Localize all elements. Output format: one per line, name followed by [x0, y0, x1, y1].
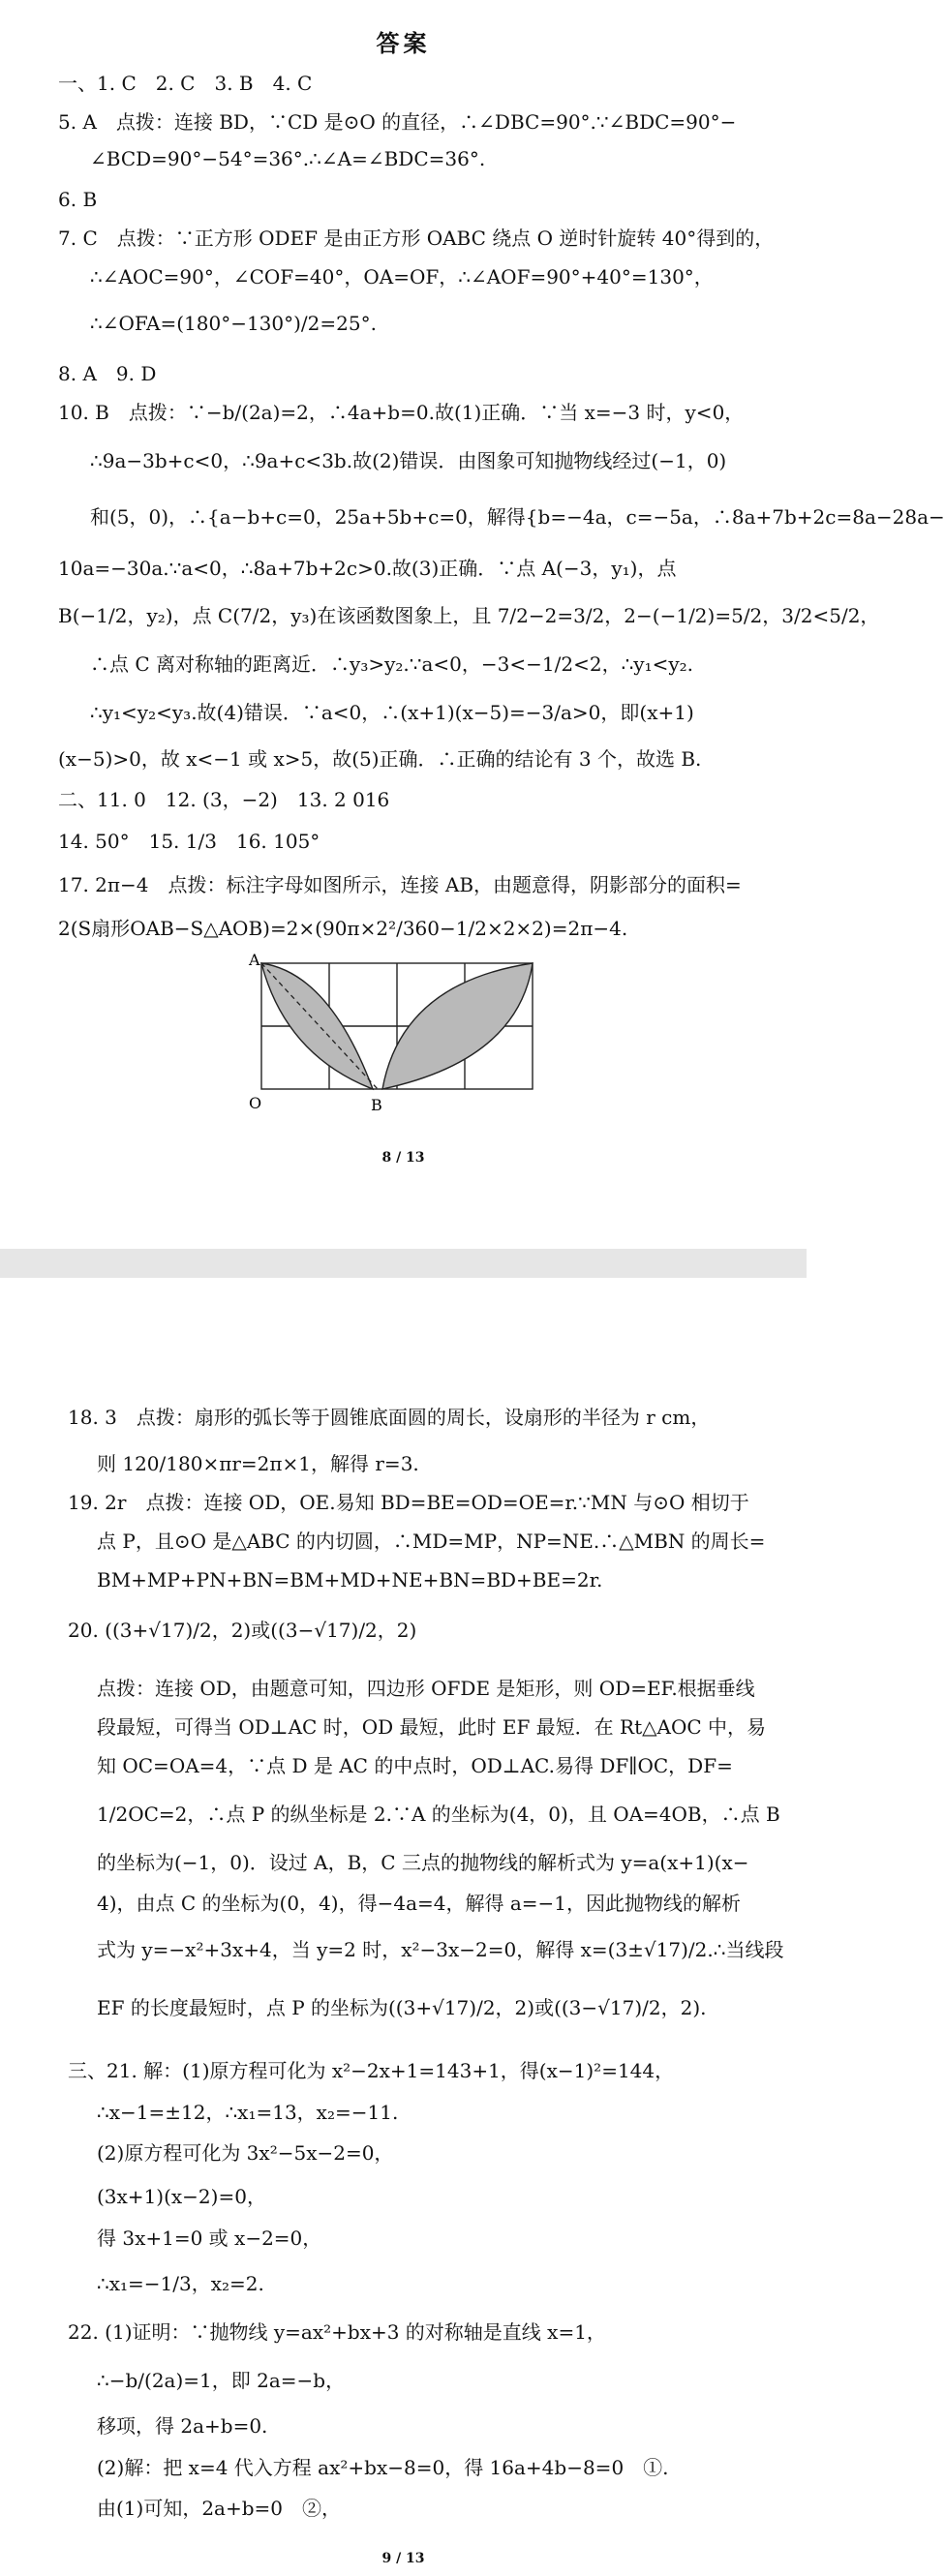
page-number: 8 / 13 [381, 1150, 425, 1166]
label-b: B [371, 1096, 382, 1114]
answer-line: EF 的长度最短时，点 P 的坐标为((3+√17)/2，2)或((3−√17)/2，2). [97, 1996, 707, 2019]
answer-line: 知 OC=OA=4，∵点 D 是 AC 的中点时，OD⊥AC.易得 DF∥OC，DF= [97, 1754, 733, 1777]
answer-line: ∴∠OFA=(180°−130°)/2=25°. [90, 312, 377, 335]
answer-line: 14. 50° 15. 1/3 16. 105° [58, 830, 320, 853]
answer-line: 7. C 点拨：∵正方形 ODEF 是由正方形 OABC 绕点 O 逆时针旋转 40°得到的， [58, 227, 775, 250]
answer-line: 1/2OC=2，∴点 P 的纵坐标是 2.∵A 的坐标为(4，0)，且 OA=4OB，∴点 B [97, 1803, 780, 1826]
answer-line: ∴x₁=−1/3，x₂=2. [97, 2272, 264, 2295]
answer-line: ∴y₁<y₂<y₃.故(4)错误．∵a<0，∴(x+1)(x−5)=−3/a>0，即(x+1) [90, 701, 694, 724]
answer-line: ∴x−1=±12，∴x₁=13，x₂=−11. [97, 2101, 399, 2124]
answer-line: 6. B [58, 188, 98, 211]
answer-line: ∴9a−3b+c<0，∴9a+c<3b.故(2)错误．由图象可知抛物线经过(−1，0) [90, 449, 727, 472]
page-number: 9 / 13 [381, 2551, 425, 2566]
answer-line: (3x+1)(x−2)=0， [97, 2185, 266, 2208]
answer-line: 17. 2π−4 点拨：标注字母如图所示，连接 AB，由题意得，阴影部分的面积= [58, 873, 742, 896]
answer-page-9 [0, 1278, 807, 2576]
answer-line: 点拨：连接 OD，由题意可知，四边形 OFDE 是矩形，则 OD=EF.根据垂线 [97, 1677, 755, 1700]
answer-line: ∴∠AOC=90°，∠COF=40°，OA=OF，∴∠AOF=90°+40°=130°， [90, 265, 714, 288]
answer-line: 段最短，可得当 OD⊥AC 时，OD 最短，此时 EF 最短．在 Rt△AOC 中，易 [97, 1715, 767, 1739]
answer-line: 二、11. 0 12. (3，−2) 13. 2 016 [58, 788, 390, 811]
answer-line: 8. A 9. D [58, 362, 157, 385]
answer-line: 4)，由点 C 的坐标为(0，4)，得−4a=4，解得 a=−1，因此抛物线的解析 [97, 1892, 742, 1915]
page-separator [0, 1249, 807, 1278]
answer-line: 2(S扇形OAB−S△AOB)=2×(90π×2²/360−1/2×2×2)=2π−4. [58, 917, 628, 940]
answer-line: ∴−b/(2a)=1，即 2a=−b， [97, 2369, 346, 2392]
answer-line: 20. ((3+√17)/2，2)或((3−√17)/2，2) [68, 1619, 417, 1642]
answer-line: 三、21. 解：(1)原方程可化为 x²−2x+1=143+1，得(x−1)²=144， [68, 2059, 675, 2082]
answer-line: 则 120/180×πr=2π×1，解得 r=3. [97, 1452, 419, 1475]
answer-line: ∴点 C 离对称轴的距离近．∴y₃>y₂.∵a<0，−3<−1/2<2，∴y₁<y₂. [90, 652, 694, 676]
answer-line: 一、1. C 2. C 3. B 4. C [58, 72, 313, 95]
answer-line: 5. A 点拨：连接 BD，∵CD 是⊙O 的直径，∴∠DBC=90°.∵∠BDC=90°− [58, 110, 737, 134]
answer-page-8 [0, 0, 945, 1249]
answer-line: 移项，得 2a+b=0. [97, 2414, 268, 2438]
answer-line: 的坐标为(−1，0)．设过 A，B，C 三点的抛物线的解析式为 y=a(x+1)(x− [97, 1851, 749, 1874]
answer-line: (x−5)>0，故 x<−1 或 x>5，故(5)正确．∴正确的结论有 3 个，故选 B. [58, 747, 702, 771]
answer-line: 式为 y=−x²+3x+4，当 y=2 时，x²−3x−2=0，解得 x=(3±√17)/2.∴当线段 [97, 1938, 784, 1961]
page-title: 答案 [376, 29, 431, 57]
answer-line: 和(5，0)，∴{a−b+c=0，25a+5b+c=0，解得{b=−4a，c=−5a，∴8a+7b+2c=8a−28a− [90, 505, 945, 529]
shaded-region-figure [247, 951, 557, 1118]
answer-line: 10a=−30a.∵a<0，∴8a+7b+2c>0.故(3)正确．∵点 A(−3，y₁)，点 [58, 557, 677, 580]
answer-line: 由(1)可知，2a+b=0 ②， [97, 2497, 342, 2520]
answer-line: BM+MP+PN+BN=BM+MD+NE+BN=BD+BE=2r. [97, 1568, 603, 1591]
answer-line: (2)原方程可化为 3x²−5x−2=0， [97, 2141, 394, 2165]
answer-line: 22. (1)证明：∵抛物线 y=ax²+bx+3 的对称轴是直线 x=1， [68, 2320, 606, 2344]
answer-line: 10. B 点拨：∵−b/(2a)=2，∴4a+b=0.故(1)正确．∵当 x=−3 时，y<0， [58, 401, 745, 424]
label-o: O [249, 1094, 262, 1112]
answer-line: ∠BCD=90°−54°=36°.∴∠A=∠BDC=36°. [90, 147, 486, 170]
answer-line: 点 P，且⊙O 是△ABC 的内切圆，∴MD=MP，NP=NE.∴△MBN 的周长= [97, 1530, 766, 1553]
answer-line: B(−1/2，y₂)，点 C(7/2，y₃)在该函数图象上，且 7/2−2=3/2，2−(−1/2)=5/2，3/2<5/2， [58, 604, 880, 627]
answer-line: 19. 2r 点拨：连接 OD，OE.易知 BD=BE=OD=OE=r.∵MN 与⊙O 相切于 [68, 1491, 749, 1514]
answer-line: 18. 3 点拨：扇形的弧长等于圆锥底面圆的周长，设扇形的半径为 r cm， [68, 1406, 711, 1429]
answer-line: (2)解：把 x=4 代入方程 ax²+bx−8=0，得 16a+4b−8=0 ①. [97, 2456, 669, 2479]
answer-line: 得 3x+1=0 或 x−2=0， [97, 2227, 322, 2250]
label-a: A [249, 951, 260, 969]
